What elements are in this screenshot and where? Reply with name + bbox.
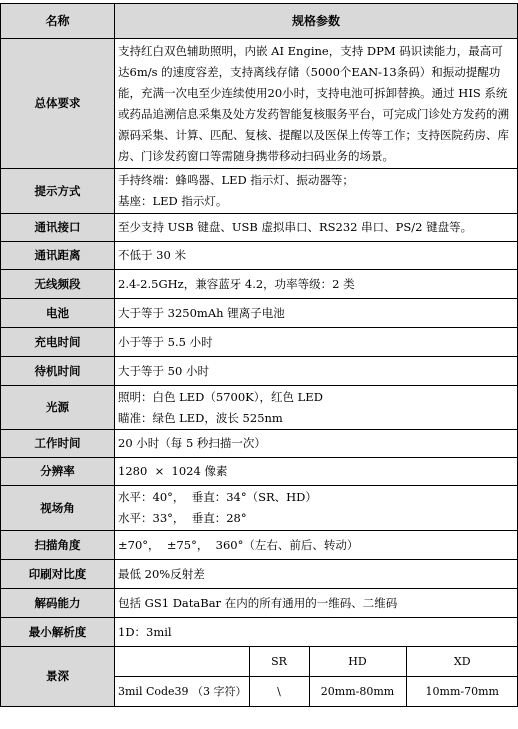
table-row — [1, 458, 518, 486]
table-row — [1, 486, 518, 531]
row-name-resolution: 分辨率 — [1, 458, 115, 486]
table-row — [1, 589, 518, 618]
table-row — [1, 242, 518, 270]
row-name-contrast: 印刷对比度 — [1, 560, 115, 589]
row-value-general — [115, 39, 518, 169]
depth-value-cell: \ — [249, 677, 309, 707]
table-row — [1, 430, 518, 458]
depth-header-cell — [115, 647, 249, 677]
row-name-depth: 景深 — [1, 647, 115, 707]
value-line: ±70°， ±75°， 360°（左右、前后、转动） — [118, 537, 359, 552]
table-row — [1, 386, 518, 430]
row-value-depth — [115, 647, 518, 707]
row-name-standby: 待机时间 — [1, 357, 115, 386]
row-value-resolution — [115, 458, 518, 486]
value-line: 小于等于 5.5 小时 — [118, 334, 213, 349]
depth-subtable — [115, 647, 518, 706]
row-name-band: 无线频段 — [1, 270, 115, 299]
table-header-row — [1, 4, 518, 39]
table-row — [1, 618, 518, 647]
value-line: 水平：33°， 垂直：28° — [118, 511, 247, 525]
value-line: 包括 GS1 DataBar 在内的所有通用的一维码、二维码 — [118, 595, 398, 610]
depth-value-cell: 10mm-70mm — [406, 677, 518, 707]
depth-header-cell: SR — [249, 647, 309, 677]
value-line: 20 小时（每 5 秒扫描一次） — [118, 436, 266, 450]
row-value-scan-angle — [115, 531, 518, 560]
row-value-light — [115, 386, 518, 430]
row-value-band — [115, 270, 518, 299]
value-line: 大于等于 3250mAh 锂离子电池 — [118, 305, 285, 320]
row-value-alert — [115, 169, 518, 214]
row-name-general: 总体要求 — [1, 39, 115, 169]
table-row — [1, 328, 518, 357]
value-line: 至少支持 USB 键盘、USB 虚拟串口、RS232 串口、PS/2 键盘等。 — [118, 220, 473, 234]
value-line: 不低于 30 米 — [118, 248, 186, 262]
row-name-range: 通讯距离 — [1, 242, 115, 270]
value-line: 2.4-2.5GHz，兼容蓝牙 4.2，功率等级：2 类 — [118, 276, 355, 291]
row-value-fov — [115, 486, 518, 531]
table-row — [1, 531, 518, 560]
value-line: 最低 20%反射差 — [118, 566, 205, 581]
row-name-min-resolution: 最小解析度 — [1, 618, 115, 647]
value-line: 支持红白双色辅助照明，内嵌 AI Engine，支持 DPM 码识读能力，最高可达6m/s 的速度容差，支持离线存储（5000个EAN-13条码）和振动提醒功能，充满一次电至少连续使用20小时，支持电池可拆卸替换。通过 HIS 系统或药品追溯信息采集及处方发药智能复核服务平台，可完成门诊处方发药的溯源码采集、计算、匹配、复核、提醒以及医保上传等工作；支持医院药房、库房、门诊发药窗口等需随身携带移动扫码业务的场景。 — [118, 43, 509, 163]
table-row — [1, 270, 518, 299]
row-value-standby — [115, 357, 518, 386]
value-line: 瞄准：绿色 LED，波长 525nm — [118, 410, 283, 425]
row-name-work-time: 工作时间 — [1, 430, 115, 458]
spec-table — [0, 3, 518, 707]
row-name-charge-time: 充电时间 — [1, 328, 115, 357]
table-row — [1, 647, 518, 707]
depth-value-cell: 20mm-80mm — [309, 677, 406, 707]
row-value-min-resolution — [115, 618, 518, 647]
value-line: 水平：40°， 垂直：34°（SR、HD） — [118, 490, 317, 504]
row-name-interface: 通讯接口 — [1, 214, 115, 242]
row-name-battery: 电池 — [1, 299, 115, 328]
depth-value-row — [115, 677, 518, 707]
value-line: 1D：3mil — [118, 624, 172, 639]
row-name-light: 光源 — [1, 386, 115, 430]
table-row — [1, 39, 518, 169]
depth-value-cell: 3mil Code39 （3 字符） — [115, 677, 249, 707]
row-name-scan-angle: 扫描角度 — [1, 531, 115, 560]
row-value-range — [115, 242, 518, 270]
column-header-name: 名称 — [1, 4, 115, 39]
row-value-battery — [115, 299, 518, 328]
value-line: 手持终端：蜂鸣器、LED 指示灯、振动器等； — [118, 173, 354, 187]
table-row — [1, 560, 518, 589]
column-header-spec: 规格参数 — [115, 4, 518, 39]
row-value-decode — [115, 589, 518, 618]
value-line: 照明：白色 LED（5700K），红色 LED — [118, 389, 323, 404]
table-row — [1, 357, 518, 386]
table-row — [1, 299, 518, 328]
row-value-work-time — [115, 430, 518, 458]
table-row — [1, 169, 518, 214]
row-name-fov: 视场角 — [1, 486, 115, 531]
row-name-decode: 解码能力 — [1, 589, 115, 618]
row-name-alert: 提示方式 — [1, 169, 115, 214]
row-value-charge-time — [115, 328, 518, 357]
table-row — [1, 214, 518, 242]
depth-header-cell: HD — [309, 647, 406, 677]
depth-header-row — [115, 647, 518, 677]
depth-header-cell: XD — [406, 647, 518, 677]
value-line: 1280 × 1024 像素 — [118, 464, 228, 478]
row-value-interface — [115, 214, 518, 242]
value-line: 大于等于 50 小时 — [118, 363, 209, 378]
value-line: 基座：LED 指示灯。 — [118, 194, 228, 208]
row-value-contrast — [115, 560, 518, 589]
